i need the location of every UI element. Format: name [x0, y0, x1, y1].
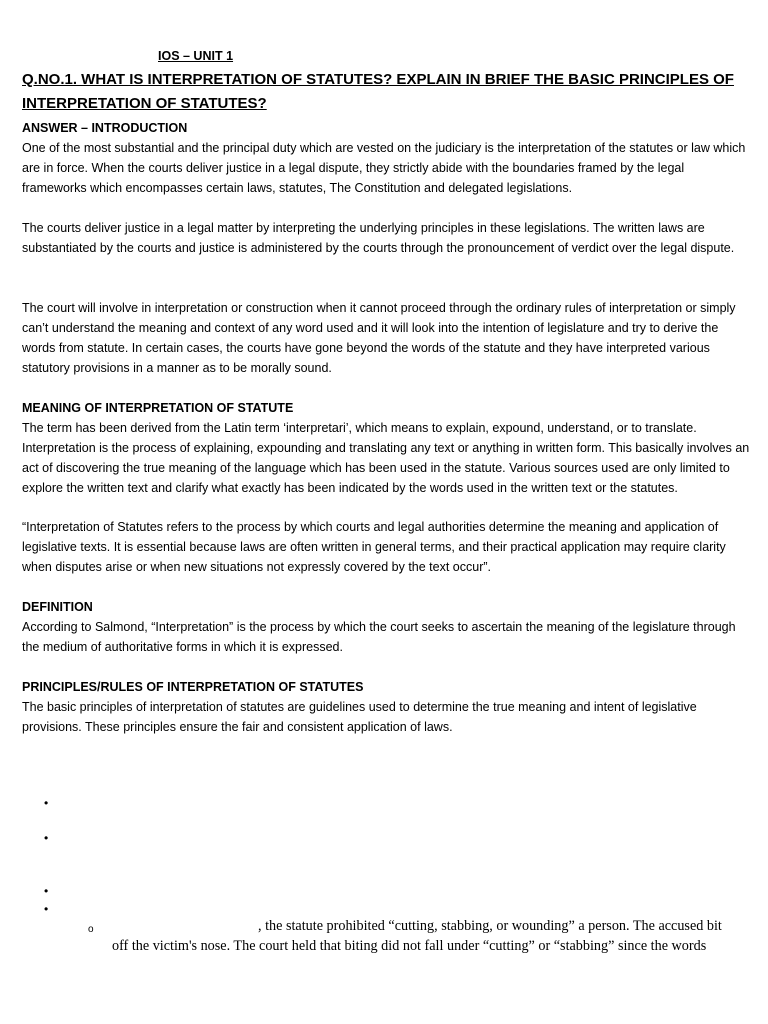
introduction-paragraph-2: The courts deliver justice in a legal matter by interpreting the underlying principles in these legislations. The written laws are substantiated by the courts and justice is administered by the courts through the pronouncement of verdict over the legal dispute.	[22, 221, 735, 255]
sub-bullet-circle: o	[88, 924, 94, 935]
unit-label: IOS – UNIT 1	[158, 49, 234, 63]
meaning-paragraph-1: The term has been derived from the Latin term ‘interpretari’, which means to explain, expound, understand, or to translate. Interpretation is the process of explaining, expounding and translating any text or anything in written form. This basically involves an act of discovering the true meaning of the language which has been used in the statute. Various sources used are only limited to explore the written text and clarify what exactly has been indicated by the words used in the written text or the statutes.	[22, 421, 750, 495]
principles-heading: PRINCIPLES/RULES OF INTERPRETATION OF STATUTES	[22, 680, 364, 694]
meaning-paragraph-2: “Interpretation of Statutes refers to the process by which courts and legal authorities determine the meaning and application of legislative texts. It is essential because laws are often written in general terms, and their practical application may require clarity when disputes arise or when new situations not expressly covered by the text occur”.	[22, 520, 726, 574]
introduction-paragraph-3: The court will involve in interpretation or construction when it cannot proceed through the ordinary rules of interpretation or simply can’t understand the meaning and context of any word used and it will look into the intention of legislature and try to derive the words from statute. In certain cases, the courts have gone beyond the words of the statute and they have interpreted various statutory provisions in a manner as to be morally sound.	[22, 301, 736, 375]
definition-section	[22, 597, 752, 657]
definition-heading: DEFINITION	[22, 600, 93, 614]
introduction-paragraph-block-2	[22, 218, 752, 258]
bullet-point-2: •	[44, 831, 49, 845]
introduction-paragraph-block-3	[22, 298, 752, 378]
introduction-heading: ANSWER – INTRODUCTION	[22, 121, 188, 135]
principles-section	[22, 677, 752, 737]
meaning-paragraph-block-2	[22, 517, 752, 577]
question-title: Q.NO.1. WHAT IS INTERPRETATION OF STATUTES? EXPLAIN IN BRIEF THE BASIC PRINCIPLES OF INTERPRETATION OF STATUTES?	[22, 71, 734, 112]
meaning-heading: MEANING OF INTERPRETATION OF STATUTE	[22, 401, 294, 415]
principles-paragraph: The basic principles of interpretation of statutes are guidelines used to determine the true meaning and intent of legislative provisions. These principles ensure the fair and consistent application of laws.	[22, 700, 697, 734]
bullet-point-1: •	[44, 796, 49, 810]
case-example-text	[112, 916, 752, 956]
introduction-paragraph-1: One of the most substantial and the principal duty which are vested on the judiciary is the interpretation of the statutes or law which are in force. When the courts deliver justice in a legal dispute, they strictly abide with the boundaries framed by the legal frameworks which encompasses certain laws, statutes, The Constitution and delegated legislations.	[22, 141, 746, 195]
case-example-line-2: off the victim's nose. The court held that biting did not fall under “cutting” or “stabbing” since the words	[112, 938, 707, 954]
bullet-point-4: •	[44, 902, 49, 916]
definition-paragraph: According to Salmond, “Interpretation” is the process by which the court seeks to ascertain the meaning of the legislature through the medium of authoritative forms in which it is expressed.	[22, 620, 736, 654]
meaning-section	[22, 398, 752, 498]
case-example-line-1: , the statute prohibited “cutting, stabbing, or wounding” a person. The accused bit	[258, 918, 722, 934]
introduction-section	[22, 118, 752, 198]
bullet-point-3: •	[44, 884, 49, 898]
